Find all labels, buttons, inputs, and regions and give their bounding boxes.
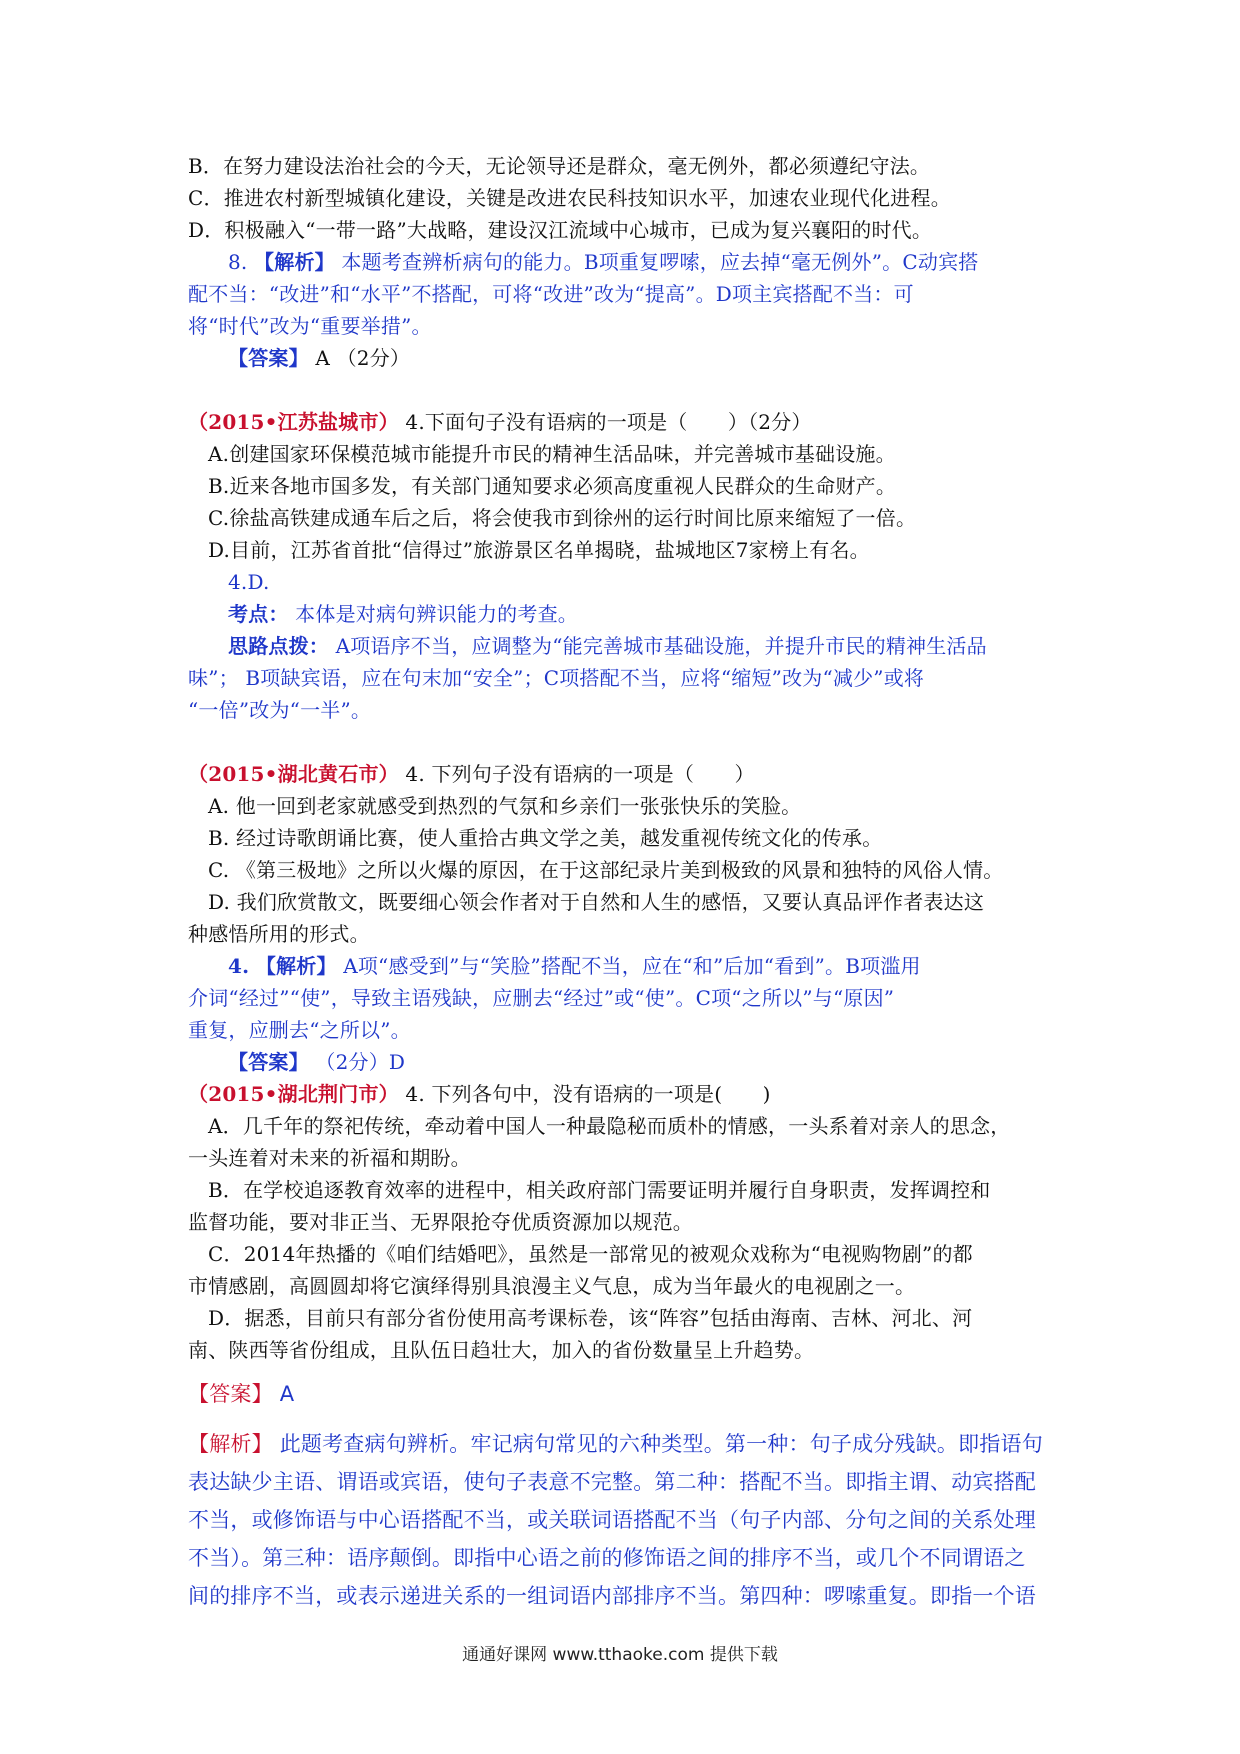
question-text: 4. 下列各句中，没有语病的一项是( ) — [405, 1082, 771, 1106]
answer-line — [228, 1050, 405, 1074]
question-header — [188, 762, 755, 786]
option-b: B.近来各地市国多发，有关部门通知要求必须高度重视人民群众的生命财产。 — [208, 474, 897, 498]
analysis-line-4: 不当）。第三种：语序颠倒。即指中心语之前的修饰语之间的排序不当，或几个不同谓语之 — [188, 1546, 1026, 1570]
analysis-text: A项“感受到”与“笑脸”搭配不当，应在“和”后加“看到”。B项滥用 — [343, 954, 921, 978]
question-text: 4.下面句子没有语病的一项是（ ）（2分） — [405, 410, 812, 434]
answer-value: A — [279, 1382, 295, 1406]
analysis-text: 本题考查辨析病句的能力。B项重复啰嗦，应去掉“毫无例外”。C动宾搭 — [341, 250, 979, 274]
question-text: 4. 下列句子没有语病的一项是（ ） — [405, 762, 755, 786]
analysis-line-1 — [228, 954, 921, 978]
answer-value: A （2分） — [315, 346, 411, 370]
question-header — [188, 410, 812, 434]
option-d-line-1: D. 我们欣赏散文，既要细心领会作者对于自然和人生的感悟，又要认真品评作者表达这 — [208, 890, 985, 914]
silu-line-3: “一倍”改为“一半”。 — [188, 698, 372, 722]
option-d-line-1: D．据悉，目前只有部分省份使用高考课标卷，该“阵容”包括由海南、吉林、河北、河 — [208, 1306, 973, 1330]
option-b-line-2: 监督功能，要对非正当、无界限抢夺优质资源加以规范。 — [188, 1210, 693, 1234]
question-header — [188, 1082, 771, 1106]
answer-line — [188, 1380, 294, 1408]
kaodian-tag: 考点： — [228, 602, 289, 626]
kaodian-line — [228, 602, 578, 626]
option-d: D．积极融入“一带一路”大战略，建设汉江流域中心城市，已成为复兴襄阳的时代。 — [188, 218, 933, 242]
analysis-line-2: 表达缺少主语、谓语或宾语，使句子表意不完整。第二种：搭配不当。即指主谓、动宾搭配 — [188, 1470, 1036, 1494]
option-c: C.徐盐高铁建成通车后之后，将会使我市到徐州的运行时间比原来缩短了一倍。 — [208, 506, 917, 530]
analysis-line-1 — [228, 250, 978, 274]
analysis-number: 4. — [228, 954, 250, 978]
answer-tag: 【答案】 — [228, 1050, 309, 1074]
option-c: C. 《第三极地》之所以火爆的原因，在于这部纪录片美到极致的风景和独特的风俗人情。 — [208, 858, 1004, 882]
option-a: A. 他一回到老家就感受到热烈的气氛和乡亲们一张张快乐的笑脸。 — [208, 794, 802, 818]
silu-tag: 思路点拨： — [228, 634, 329, 658]
option-c-line-1: C．2014年热播的《咱们结婚吧》，虽然是一部常见的被观众戏称为“电视购物剧”的都 — [208, 1242, 973, 1266]
option-a-line-2: 一头连着对未来的祈福和期盼。 — [188, 1146, 471, 1170]
analysis-line-3: 不当，或修饰语与中心语搭配不当，或关联词语搭配不当（句子内部、分句之间的关系处理 — [188, 1508, 1036, 1532]
option-c: C．推进农村新型城镇化建设，关键是改进农民科技知识水平，加速农业现代化进程。 — [188, 186, 951, 210]
answer-tag: 【答案】 — [188, 1382, 273, 1406]
analysis-line-1 — [188, 1430, 1043, 1458]
option-b: B. 经过诗歌朗诵比赛，使人重拾古典文学之美，越发重视传统文化的传承。 — [208, 826, 883, 850]
kaodian-text: 本体是对病句辨识能力的考查。 — [295, 602, 578, 626]
option-d-line-2: 种感悟所用的形式。 — [188, 922, 370, 946]
analysis-text: 此题考查病句辨析。牢记病句常见的六种类型。第一种：句子成分残缺。即指语句 — [279, 1432, 1043, 1456]
option-d: D.目前，江苏省首批“信得过”旅游景区名单揭晓，盐城地区7家榜上有名。 — [208, 538, 870, 562]
silu-line-1 — [228, 634, 987, 658]
analysis-number: 8. — [228, 250, 248, 274]
analysis-line-2: 配不当：“改进”和“水平”不搭配，可将“改进”改为“提高”。D项主宾搭配不当：可 — [188, 282, 914, 306]
analysis-tag: 【解析】 — [255, 954, 337, 978]
analysis-line-2: 介词“经过”“使”，导致主语残缺，应删去“经过”或“使”。C项“之所以”与“原因” — [188, 986, 895, 1010]
silu-text: A项语序不当，应调整为“能完善城市基础设施，并提升市民的精神生活品 — [335, 634, 987, 658]
analysis-line-3: 将“时代”改为“重要举措”。 — [188, 314, 432, 338]
question-source: （2015•湖北荆门市） — [188, 1082, 399, 1106]
answer-line: 4.D. — [228, 570, 270, 594]
silu-line-2: 味”； B项缺宾语，应在句末加“安全”；C项搭配不当，应将“缩短”改为“减少”或将 — [188, 666, 925, 690]
analysis-line-3: 重复，应删去“之所以”。 — [188, 1018, 411, 1042]
answer-tag: 【答案】 — [228, 346, 309, 370]
answer-line — [228, 346, 410, 370]
analysis-line-5: 间的排序不当，或表示递进关系的一组词语内部排序不当。第四种：啰嗦重复。即指一个语 — [188, 1584, 1036, 1608]
option-b-line-1: B．在学校追逐教育效率的进程中，相关政府部门需要证明并履行自身职责，发挥调控和 — [208, 1178, 991, 1202]
option-d-line-2: 南、陕西等省份组成，且队伍日趋壮大，加入的省份数量呈上升趋势。 — [188, 1338, 815, 1362]
option-c-line-2: 市情感剧，高圆圆却将它演绎得别具浪漫主义气息，成为当年最火的电视剧之一。 — [188, 1274, 916, 1298]
answer-value: （2分）D — [315, 1050, 406, 1074]
analysis-tag: 【解析】 — [188, 1432, 273, 1456]
analysis-tag: 【解析】 — [254, 250, 335, 274]
question-source: （2015•湖北黄石市） — [188, 762, 399, 786]
option-b: B．在努力建设法治社会的今天，无论领导还是群众，毫无例外，都必须遵纪守法。 — [188, 154, 931, 178]
question-source: （2015•江苏盐城市） — [188, 410, 399, 434]
option-a: A.创建国家环保模范城市能提升市民的精神生活品味，并完善城市基础设施。 — [208, 442, 896, 466]
page-footer: 通通好课网 www.tthaoke.com 提供下载 — [462, 1645, 778, 1665]
option-a-line-1: A．几千年的祭祀传统，牵动着中国人一种最隐秘而质朴的情感，一头系着对亲人的思念， — [208, 1114, 1011, 1138]
